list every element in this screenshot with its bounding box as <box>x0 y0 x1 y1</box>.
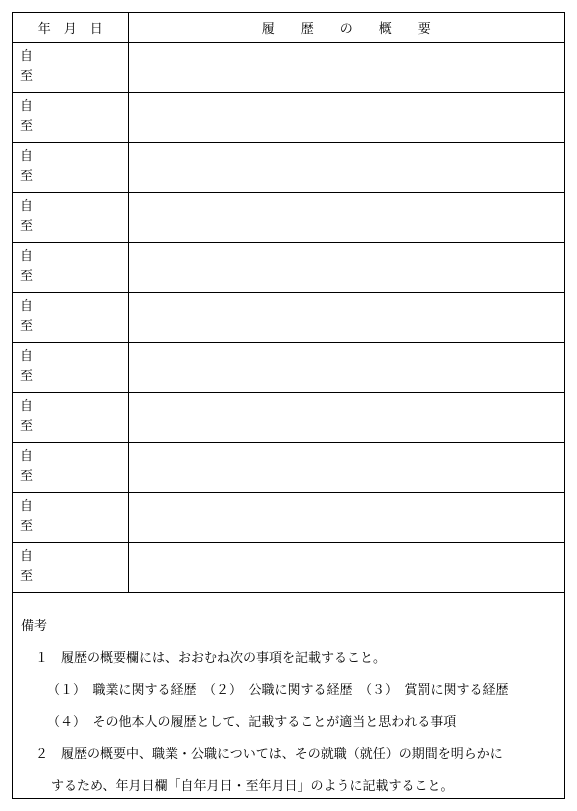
table-row <box>13 193 564 243</box>
from-label: 自 <box>20 449 34 464</box>
date-cell[interactable] <box>13 493 128 543</box>
date-cell[interactable] <box>13 43 128 93</box>
table-row <box>13 543 564 593</box>
from-label: 自 <box>20 499 34 514</box>
to-label: 至 <box>20 369 34 384</box>
summary-cell[interactable] <box>128 493 564 543</box>
date-cell[interactable] <box>13 393 128 443</box>
from-label: 自 <box>20 299 34 314</box>
summary-cell[interactable] <box>128 143 564 193</box>
summary-cell[interactable] <box>128 393 564 443</box>
to-label: 至 <box>20 469 34 484</box>
table-row <box>13 243 564 293</box>
date-cell[interactable] <box>13 293 128 343</box>
from-label: 自 <box>20 249 34 264</box>
summary-cell[interactable] <box>128 43 564 93</box>
to-label: 至 <box>20 219 34 234</box>
from-label: 自 <box>20 99 34 114</box>
to-label: 至 <box>20 69 34 84</box>
date-cell[interactable] <box>13 543 128 593</box>
summary-cell[interactable] <box>128 243 564 293</box>
date-cell[interactable] <box>13 243 128 293</box>
date-cell[interactable] <box>13 93 128 143</box>
table-row <box>13 493 564 543</box>
summary-cell[interactable] <box>128 343 564 393</box>
from-label: 自 <box>20 549 34 564</box>
date-cell[interactable] <box>13 343 128 393</box>
remark-item-1: １ 履歴の概要欄には、おおむね次の事項を記載すること。 <box>35 651 387 666</box>
summary-cell[interactable] <box>128 93 564 143</box>
summary-cell[interactable] <box>128 293 564 343</box>
remark-item-1-sub-b: （４） その他本人の履歴として、記載することが適当と思われる事項 <box>47 715 457 730</box>
date-cell[interactable] <box>13 143 128 193</box>
summary-cell[interactable] <box>128 193 564 243</box>
summary-cell[interactable] <box>128 443 564 493</box>
from-label: 自 <box>20 399 34 414</box>
from-label: 自 <box>20 199 34 214</box>
from-label: 自 <box>20 49 34 64</box>
to-label: 至 <box>20 569 34 584</box>
date-cell[interactable] <box>13 443 128 493</box>
to-label: 至 <box>20 169 34 184</box>
to-label: 至 <box>20 519 34 534</box>
from-label: 自 <box>20 149 34 164</box>
summary-cell[interactable] <box>128 543 564 593</box>
date-column-header: 年 月 日 <box>13 13 128 43</box>
table-row <box>13 443 564 493</box>
to-label: 至 <box>20 419 34 434</box>
remarks-title: 備考 <box>21 619 48 634</box>
table-row <box>13 93 564 143</box>
remark-item-2-line-1: ２ 履歴の概要中、職業・公職については、その就職（就任）の期間を明らかに <box>35 747 503 762</box>
to-label: 至 <box>20 269 34 284</box>
table-row <box>13 293 564 343</box>
table-row <box>13 43 564 93</box>
table-header-row <box>13 13 564 43</box>
table-row <box>13 393 564 443</box>
from-label: 自 <box>20 349 34 364</box>
history-form <box>12 12 565 799</box>
summary-column-header: 履 歴 の 概 要 <box>128 13 564 43</box>
table-row <box>13 343 564 393</box>
date-cell[interactable] <box>13 193 128 243</box>
to-label: 至 <box>20 119 34 134</box>
remark-item-1-sub-a: （１） 職業に関する経歴 （２） 公職に関する経歴 （３） 賞罰に関する経歴 <box>47 683 509 698</box>
table-row <box>13 143 564 193</box>
history-table <box>13 13 564 593</box>
remark-item-2-line-2: するため、年月日欄「自年月日・至年月日」のように記載すること。 <box>51 779 454 794</box>
to-label: 至 <box>20 319 34 334</box>
